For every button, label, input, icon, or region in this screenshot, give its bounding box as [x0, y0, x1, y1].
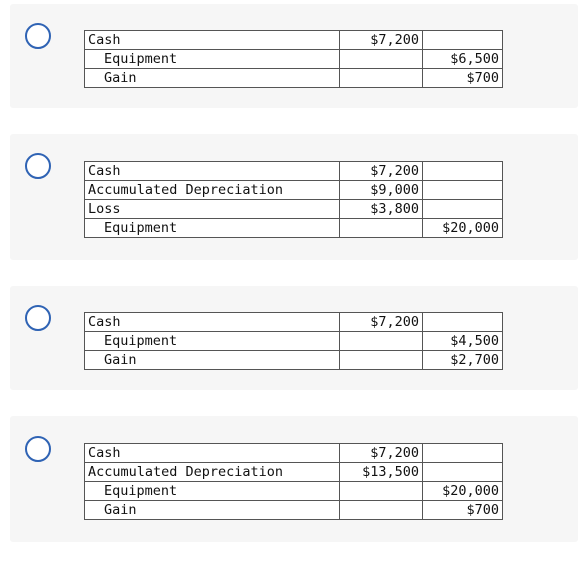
credit-cell: $20,000	[423, 482, 503, 501]
account-cell: Equipment	[85, 50, 340, 69]
debit-cell	[340, 50, 423, 69]
debit-cell	[340, 351, 423, 370]
debit-cell: $13,500	[340, 463, 423, 482]
table-row	[85, 162, 503, 181]
debit-cell	[340, 332, 423, 351]
table-row	[85, 181, 503, 200]
credit-cell: $700	[423, 69, 503, 88]
credit-cell	[423, 463, 503, 482]
journal-entry-table-d	[84, 443, 503, 520]
debit-cell: $7,200	[340, 162, 423, 181]
table-row	[85, 31, 503, 50]
table-row	[85, 313, 503, 332]
debit-cell	[340, 69, 423, 88]
credit-cell: $20,000	[423, 219, 503, 238]
account-cell: Gain	[85, 501, 340, 520]
account-cell: Gain	[85, 351, 340, 370]
account-cell: Equipment	[85, 219, 340, 238]
radio-button-option-a[interactable]	[25, 23, 51, 49]
debit-cell: $7,200	[340, 31, 423, 50]
credit-cell: $2,700	[423, 351, 503, 370]
radio-button-option-b[interactable]	[25, 153, 51, 179]
journal-entry-table-a	[84, 30, 503, 88]
table-row	[85, 463, 503, 482]
credit-cell	[423, 31, 503, 50]
debit-cell	[340, 482, 423, 501]
account-cell: Accumulated Depreciation	[85, 181, 340, 200]
table-row	[85, 444, 503, 463]
debit-cell: $7,200	[340, 313, 423, 332]
debit-cell	[340, 219, 423, 238]
table-row	[85, 50, 503, 69]
table-row	[85, 219, 503, 238]
journal-entry-table-b	[84, 161, 503, 238]
credit-cell	[423, 162, 503, 181]
debit-cell: $9,000	[340, 181, 423, 200]
radio-button-option-c[interactable]	[25, 305, 51, 331]
credit-cell	[423, 200, 503, 219]
account-cell: Loss	[85, 200, 340, 219]
table-row	[85, 482, 503, 501]
credit-cell: $4,500	[423, 332, 503, 351]
account-cell: Cash	[85, 444, 340, 463]
debit-cell: $7,200	[340, 444, 423, 463]
radio-button-option-d[interactable]	[25, 436, 51, 462]
table-row	[85, 200, 503, 219]
credit-cell	[423, 181, 503, 200]
credit-cell: $700	[423, 501, 503, 520]
account-cell: Cash	[85, 162, 340, 181]
debit-cell	[340, 501, 423, 520]
table-row	[85, 69, 503, 88]
journal-entry-table-c	[84, 312, 503, 370]
account-cell: Cash	[85, 313, 340, 332]
account-cell: Equipment	[85, 482, 340, 501]
account-cell: Accumulated Depreciation	[85, 463, 340, 482]
account-cell: Equipment	[85, 332, 340, 351]
account-cell: Gain	[85, 69, 340, 88]
table-row	[85, 332, 503, 351]
credit-cell	[423, 444, 503, 463]
table-row	[85, 351, 503, 370]
account-cell: Cash	[85, 31, 340, 50]
credit-cell	[423, 313, 503, 332]
table-row	[85, 501, 503, 520]
credit-cell: $6,500	[423, 50, 503, 69]
debit-cell: $3,800	[340, 200, 423, 219]
